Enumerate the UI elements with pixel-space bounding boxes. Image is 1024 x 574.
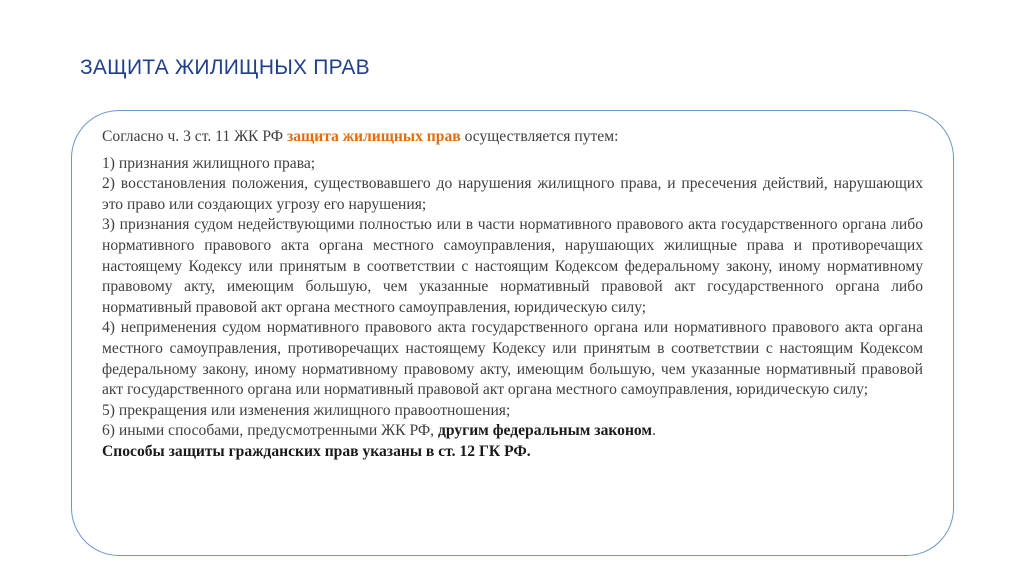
list-item-6 — [102, 421, 923, 442]
item6-after: . — [652, 422, 656, 440]
intro-highlight: защита жилищных прав — [286, 128, 461, 145]
intro-paragraph — [102, 127, 923, 148]
closing-statement: Способы защиты гражданских прав указаны в ст. 12 ГК РФ. — [102, 442, 531, 460]
intro-after: осуществляется путем: — [460, 128, 619, 145]
methods-list — [102, 154, 923, 442]
item6-bold: другим федеральным законом — [437, 422, 653, 440]
list-item: 4) неприменения судом нормативного правового акта государственного органа или нормативного правового акта органа местного самоуправления, противоречащих настоящему Кодексу или принятым в соответствии с настоящим Кодексом федеральному закону, иному нормативному правовому акту, имеющим большую, чем указанные нормативный правовой акт государственного органа или нормативный правовой акт органа местного самоуправления, юридическую силу; — [102, 319, 923, 399]
content-box — [71, 110, 954, 556]
slide-title: ЗАЩИТА ЖИЛИЩНЫХ ПРАВ — [80, 56, 370, 79]
list-item: 2) восстановления положения, существовавшего до нарушения жилищного права, и пресечения действий, нарушающих это право или создающих угрозу его нарушения; — [102, 175, 923, 213]
list-item: 3) признания судом недействующими полностью или в части нормативного правового акта государственного органа либо нормативного правового акта органа местного самоуправления, нарушающих жилищные права и противоречащих настоящему Кодексу или принятым в соответствии с настоящим Кодексом федеральному закону, иному нормативному правовому акту, имеющим большую, чем указанные нормативный правовой акт государственного органа либо нормативный правовой акт органа местного самоуправления, юридическую силу; — [102, 216, 923, 316]
intro-before: Согласно ч. 3 ст. 11 ЖК РФ — [102, 128, 287, 145]
list-item: 1) признания жилищного права; — [102, 154, 316, 172]
list-item: 5) прекращения или изменения жилищного правоотношения; — [102, 401, 511, 419]
item6-before: 6) иными способами, предусмотренными ЖК РФ, — [102, 422, 438, 440]
